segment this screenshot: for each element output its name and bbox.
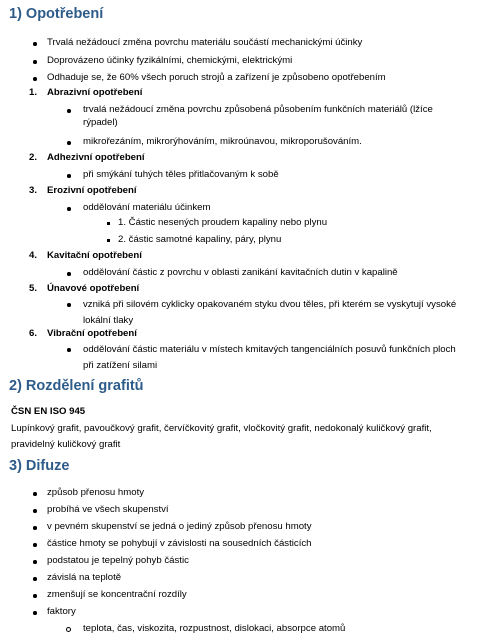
list-number: 3. [29, 185, 38, 196]
list-number: 1. [29, 87, 38, 98]
list-number: 6. [29, 328, 38, 339]
bullet-icon [67, 303, 71, 307]
circle-bullet-icon [66, 627, 71, 632]
bullet-icon [33, 611, 37, 615]
list-item-heading: Adhezivní opotřebení [47, 152, 145, 163]
list-item: způsob přenosu hmoty [47, 487, 145, 498]
list-item: při smýkání tuhých těles přitlačovaným k sobě [83, 169, 279, 180]
list-item-heading: Vibrační opotřebení [47, 328, 137, 339]
section-heading-opotrebeni: 1) Opotřebení [9, 6, 104, 22]
square-bullet-icon [107, 239, 110, 242]
bullet-icon [67, 272, 71, 276]
list-item: trvalá nežádoucí změna povrchu způsobená působením funkčních materiálů (lžíce rýpadel) [83, 104, 433, 128]
list-item: částice hmoty se pohybují v závislosti na sousedních částicích [47, 538, 312, 549]
bullet-icon [33, 577, 37, 581]
norm-label: ČSN EN ISO 945 [11, 406, 86, 417]
list-number: 5. [29, 283, 38, 294]
list-item: Trvalá nežádoucí změna povrchu materiálu součástí mechanickými účinky [47, 37, 363, 48]
paragraph: Lupínkový grafit, pavoučkový grafit, červíčkovitý grafit, vločkovitý grafit, nedokonalý kuličkový grafit, pravidelný kuličkový grafit [11, 423, 432, 450]
list-item: mikrořezáním, mikrorýhováním, mikroúnavou, mikroporušováním. [83, 136, 362, 147]
bullet-icon [33, 560, 37, 564]
section-heading-grafity: 2) Rozdělení grafitů [9, 378, 144, 394]
bullet-icon [33, 77, 37, 81]
section-heading-difuze: 3) Difuze [9, 458, 70, 474]
list-item: zmenšují se koncentrační rozdíly [47, 589, 187, 600]
list-item-heading: Únavové opotřebení [47, 283, 140, 294]
bullet-icon [67, 348, 71, 352]
list-item-heading: Abrazivní opotřebení [47, 87, 143, 98]
list-item: probíhá ve všech skupenství [47, 504, 169, 515]
list-item: závislá na teplotě [47, 572, 122, 583]
sub-list-item: 1. Částic nesených proudem kapaliny nebo plynu [118, 217, 328, 228]
bullet-icon [67, 207, 71, 211]
list-item: oddělování částic z povrchu v oblasti zanikání kavitačních dutin v kapalině [83, 267, 398, 278]
bullet-icon [33, 42, 37, 46]
bullet-icon [67, 174, 71, 178]
list-item-heading: Kavitační opotřebení [47, 250, 142, 261]
list-item: podstatou je tepelný pohyb částic [47, 555, 189, 566]
bullet-icon [67, 141, 71, 145]
list-item: faktory [47, 606, 76, 617]
bullet-icon [33, 509, 37, 513]
list-number: 4. [29, 250, 38, 261]
bullet-icon [67, 109, 71, 113]
list-item-heading: Erozivní opotřebení [47, 185, 137, 196]
bullet-icon [33, 60, 37, 64]
bullet-icon [33, 526, 37, 530]
list-item: oddělování částic materiálu v místech kmitavých tangenciálních posuvů funkčních ploch při zatížení silami [83, 344, 456, 371]
square-bullet-icon [107, 222, 110, 225]
sub-list-item: 2. částic samotné kapaliny, páry, plynu [118, 234, 282, 245]
bullet-icon [33, 543, 37, 547]
list-item: vzniká při silovém cyklicky opakovaném styku dvou těles, při kterém se vyskytují vysoké lokální tlaky [83, 299, 457, 326]
list-item: v pevném skupenství se jedná o jediný způsob přenosu hmoty [47, 521, 312, 532]
bullet-icon [33, 594, 37, 598]
list-item: Odhaduje se, že 60% všech poruch strojů a zařízení je způsobeno opotřebením [47, 72, 386, 83]
sub-list-item: teplota, čas, viskozita, rozpustnost, dislokaci, absorpce atomů [83, 623, 346, 634]
list-item: oddělování materiálu účinkem [83, 202, 211, 213]
list-item: Doprovázeno účinky fyzikálními, chemickými, elektrickými [47, 55, 293, 66]
bullet-icon [33, 492, 37, 496]
list-number: 2. [29, 152, 38, 163]
